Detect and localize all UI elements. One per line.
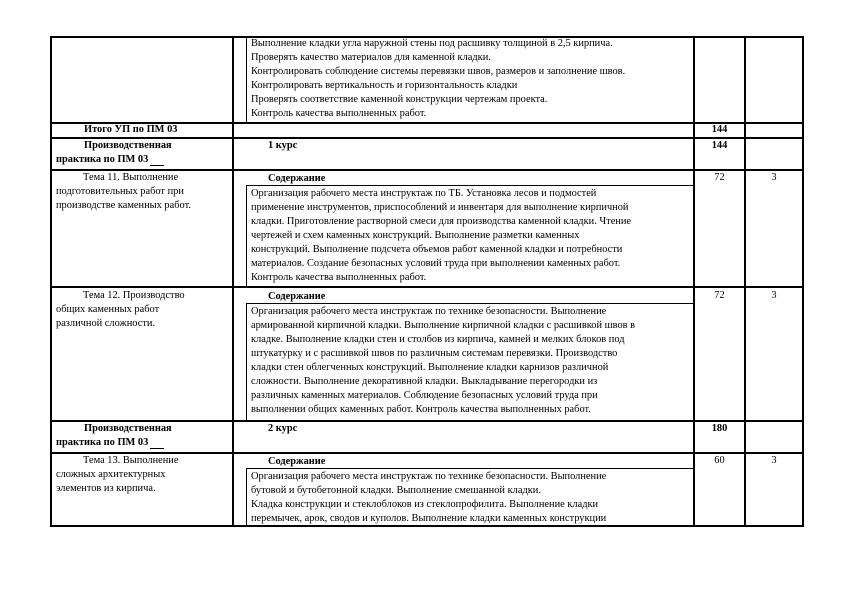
practice-hours: 144 — [711, 140, 728, 151]
content-line: штукатурку и с расшивкой швов по различным системам перевязки. Производство — [251, 348, 618, 359]
total-title: Итого УП по ПМ 03 — [84, 124, 178, 135]
practice-title-line: Производственная — [84, 423, 172, 434]
practice-title-line: практика по ПМ 03 — [56, 437, 149, 448]
content-line: Организация рабочего места инструктаж по технике безопасности. Выполнение — [251, 471, 607, 482]
heading-underline — [246, 303, 693, 304]
practice-course: 2 курс — [268, 423, 298, 434]
content-line: Проверять качество материалов для каменной кладки. — [251, 52, 491, 63]
content-line: Кладка конструкции и стеклоблоков из стеклопрофилита. Выполнение кладки — [251, 499, 599, 510]
content-line: перемычек, арок, сводов и куполов. Выполнение кладки каменных конструкции — [251, 513, 607, 524]
practice-underline — [150, 448, 164, 449]
content-line: Организация рабочего места инструктаж по технике безопасности. Выполнение — [251, 306, 607, 317]
content-line: Контроль качества выполненных работ. — [251, 108, 427, 119]
practice-underline — [150, 165, 164, 166]
total-hours: 144 — [711, 124, 728, 135]
row-divider — [50, 286, 804, 288]
content-line: кладки. Приготовление растворной смеси для производства каменной кладки. Чтение — [251, 216, 632, 227]
level-cell: 3 — [771, 172, 777, 183]
content-inner-line — [246, 469, 247, 527]
practice-course: 1 курс — [268, 140, 298, 151]
topic-line: различной сложности. — [56, 318, 156, 329]
topic-line: Тема 11. Выполнение — [83, 172, 179, 183]
topic-line: общих каменных работ — [56, 304, 160, 315]
topic-line: подготовительных работ при — [56, 186, 184, 197]
practice-title-line: практика по ПМ 03 — [56, 154, 149, 165]
content-line: Проверять соответствие каменной конструкции чертежам проекта. — [251, 94, 548, 105]
level-cell: 3 — [771, 455, 777, 466]
level-cell: 3 — [771, 290, 777, 301]
hours-cell: 72 — [714, 290, 725, 301]
topic-line: Тема 13. Выполнение — [83, 455, 179, 466]
practice-hours: 180 — [711, 423, 728, 434]
content-line: Контроль качества выполненных работ. — [251, 272, 427, 283]
content-line: применение инструментов, приспособлений и инвентаря для выполнение кирпичной — [251, 202, 629, 213]
content-line: материалов. Создание безопасных условий труда при выполнении каменных работ. — [251, 258, 621, 269]
heading-underline — [246, 185, 693, 186]
topic-line: Тема 12. Производство — [83, 290, 185, 301]
content-line: различных каменных материалов. Соблюдение безопасных условий труда при — [251, 390, 598, 401]
content-line: конструкций. Выполнение подсчета объемов работ каменной кладки и потребности — [251, 244, 623, 255]
topic-line: элементов из кирпича. — [56, 483, 156, 494]
hours-cell: 72 — [714, 172, 725, 183]
content-heading: Содержание — [268, 456, 326, 467]
practice-title-line: Производственная — [84, 140, 172, 151]
content-line: кладке. Выполнение кладки стен и столбов из кирпича, камней и мелких блоков под — [251, 334, 625, 345]
content-line: сложности. Выполнение декоративной кладки. Выкладывание перегородки из — [251, 376, 598, 387]
hours-cell: 60 — [714, 455, 725, 466]
content-inner-line — [246, 185, 247, 286]
content-line: Выполнение кладки угла наружной стены под расшивку толщиной в 2,5 кирпича. — [251, 38, 613, 49]
topic-line: производстве каменных работ. — [56, 200, 191, 211]
content-line: Контролировать вертикальность и горизонтальность кладки — [251, 80, 518, 91]
content-line: бутовой и бутобетонной кладки. Выполнение смешанной кладки. — [251, 485, 541, 496]
content-line: выполнении общих каменных работ. Контроль качества выполненных работ. — [251, 404, 591, 415]
content-inner-line — [246, 303, 247, 421]
heading-underline — [246, 468, 693, 469]
content-inner-line — [246, 36, 247, 122]
content-line: Контролировать соблюдение системы перевязки швов, размеров и заполнение швов. — [251, 66, 626, 77]
content-line: чертежей и схем каменных конструкций. Выполнение разметки каменных — [251, 230, 580, 241]
topic-line: сложных архитектурных — [56, 469, 166, 480]
content-line: кладки стен облегченных конструкций. Выполнение кладки карнизов различной — [251, 362, 609, 373]
content-line: армированной кирпичной кладки. Выполнение кирпичной кладки с расшивкой швов в — [251, 320, 636, 331]
content-heading: Содержание — [268, 291, 326, 302]
content-line: Организация рабочего места инструктаж по ТБ. Установка лесов и подмостей — [251, 188, 597, 199]
content-heading: Содержание — [268, 173, 326, 184]
